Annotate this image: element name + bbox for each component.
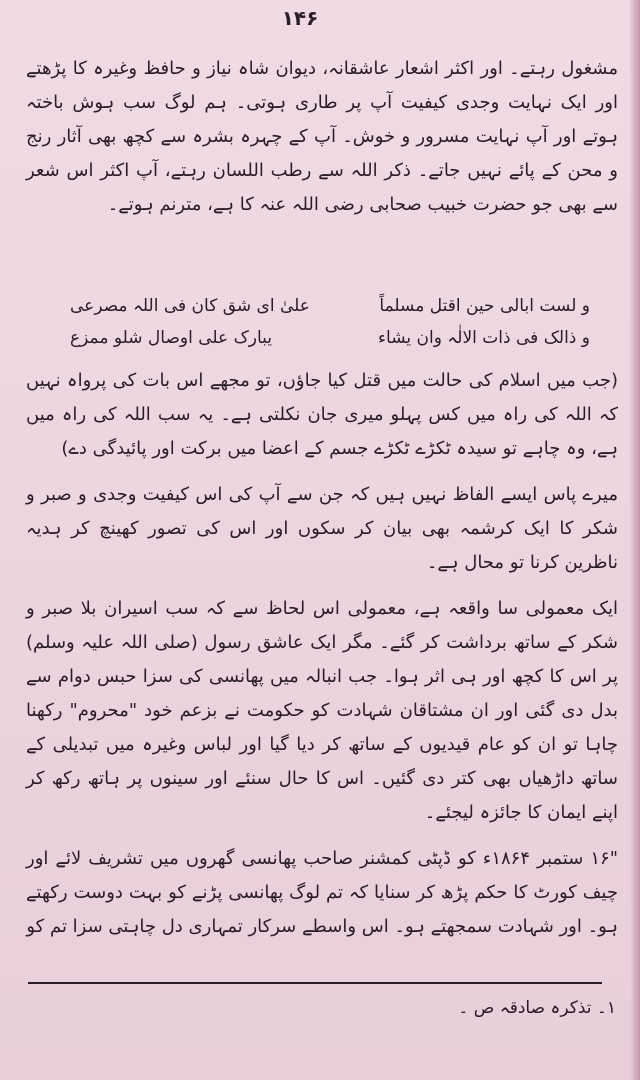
- continued-text-block: [26, 364, 618, 956]
- paragraph-1: مشغول رہتے۔ اور اکثر اشعار عاشقانہ، دیوان شاہ نیاز و حافظ وغیرہ کا پڑھتے اور ایک نہایت وجدی کیفیت آپ پر طاری ہوتی۔ ہم لوگ سب ہوش باختہ ہوتے اور آپ نہایت مسرور و خوش۔ آپ کے چہرہ بشرہ سے کچھ بھی آثار رنج و محن کے پائے نہیں جاتے۔ ذکر اللہ سے رطب اللسان رہتے، آپ اکثر اس شعر سے بھی جو حضرت خبیب صحابی رضی اللہ عنہ کا ہے، مترنم ہوتے۔: [26, 58, 618, 215]
- page-gutter-shadow: [630, 0, 640, 1080]
- verse-1-second-hemistich: علیٰ ای شق کان فی اللہ مصرعی: [70, 296, 310, 316]
- verse-translation: (جب میں اسلام کی حالت میں قتل کیا جاؤں، تو مجھے اس بات کی پرواہ نہیں کہ اللہ کی راہ میں کس پہلو میری جان نکلتی ہے۔ یہ سب اللہ کی راہ میں ہے، وہ چاہے تو سیدہ ٹکڑے ٹکڑے جسم کے اعضا میں برکت اور پائیدگی دے): [26, 370, 618, 459]
- paragraph-2: میرے پاس ایسے الفاظ نہیں ہیں کہ جن سے آپ کی اس کیفیت وجدی و صبر و شکر کا ایک کرشمہ بھی بیان کر سکوں اور اس کی تصور کھینچ کر ہدیہ ناظرین کرنا تو محال ہے۔: [26, 484, 618, 573]
- verse-2-first-hemistich: و ذالک فی ذات الالٰہ وان یشاء: [378, 328, 590, 348]
- main-text-block: [26, 52, 618, 236]
- verse-line-2: [70, 322, 590, 354]
- paragraph-3: ایک معمولی سا واقعہ ہے، معمولی اس لحاظ سے کہ سب اسیران بلا صبر و شکر کے ساتھ برداشت کر گئے۔ مگر ایک عاشق رسول (صلی اللہ علیہ وسلم) پر اس کا کچھ اور ہی اثر ہوا۔ جب انبالہ میں پھانسی کی سزا حبس دوام سے بدل دی گئی اور ان مشتاقان شہادت کو حکومت نے بزعم خود "محروم" رکھنا چاہا تو ان کو عام قیدیوں کے ساتھ کر دیا گیا اور لباس وغیرہ میں تبدیلی کے ساتھ داڑھیاں بھی کتر دی گئیں۔ اس کا حال سنئے اور سینوں پر ہاتھ رکھ کر اپنے ایمان کا جائزہ لیجئے۔: [26, 598, 618, 823]
- paragraph-4: "۱۶ ستمبر ۱۸۶۴ء کو ڈپٹی کمشنر صاحب پھانسی گھروں میں تشریف لائے اور چیف کورٹ کا حکم پڑھ کر سنایا کہ تم لوگ پھانسی پڑنے کو بہت دوست رکھتے ہو۔ اور شہادت سمجھتے ہو۔ اس واسطے سرکار تمہاری دل چاہتی سزا تم کو: [26, 848, 618, 937]
- verse-line-1: [70, 290, 590, 322]
- verse-2-second-hemistich: یبارک علی اوصال شلو ممزع: [70, 328, 273, 348]
- verse-1-first-hemistich: و لست ابالی حین اقتل مسلماً: [379, 296, 590, 316]
- page-number: ۱۴۶: [281, 6, 319, 30]
- footnote-divider: [28, 982, 602, 984]
- footnote: ۱۔ تذکرہ صادقہ ص ۔: [458, 998, 616, 1018]
